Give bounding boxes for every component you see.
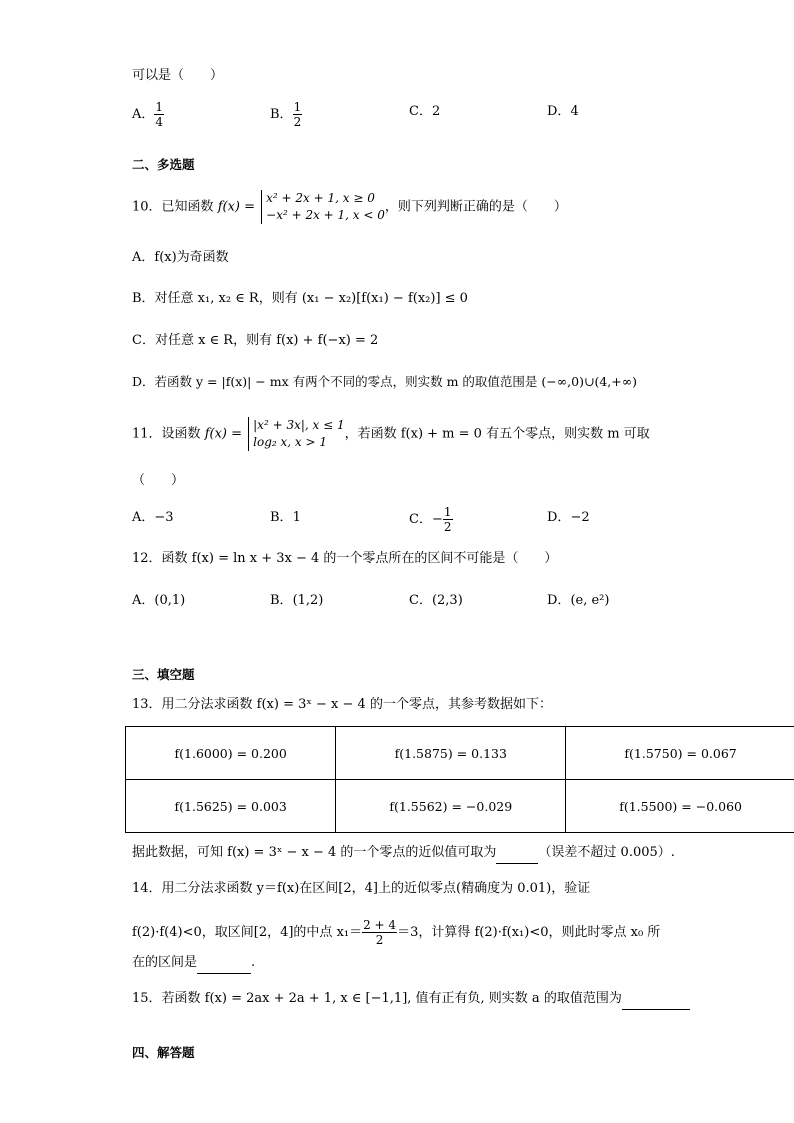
reference-data-table — [125, 726, 794, 833]
q10-option-b: B．对任意 x₁, x₂ ∈ R，则有 (x₁ − x₂)[f(x₁) − f(x₂)] ≤ 0 — [132, 291, 468, 306]
q9-option-d: D．4 — [547, 104, 579, 119]
q12-option-a: A．(0,1) — [132, 593, 186, 608]
q12-option-c: C．(2,3) — [409, 593, 463, 608]
q9-option-b: B． $\frac{1}{2}$ — [270, 100, 302, 129]
table-row — [126, 727, 794, 780]
table-cell: f(1.5875) = 0.133 — [336, 727, 566, 780]
q14-line2: f(2)·f(4)<0，取区间[2，4]的中点 x₁＝ $\frac{2 + 4}{2}$ ＝3，计算得 f(2)·f(x₁)<0，则此时零点 x₀ 所 — [132, 918, 661, 947]
section-title: 三、填空题 — [132, 667, 195, 682]
q13-stem: 13．用二分法求函数 f(x) = 3ˣ − x − 4 的一个零点，其参考数据如下： — [132, 697, 552, 712]
q9-option-c: C．2 — [409, 104, 441, 119]
q9-stem: 可以是（ ） — [132, 68, 224, 83]
q14-line3: 在的区间是 . — [132, 953, 255, 974]
q11-stem: 11．设函数 f(x) = |x² + 3x|, x ≤ 1 log₂ x, x > 1 ，若函数 f(x) + m = 0 有五个零点，则实数 m 可取 — [132, 418, 650, 449]
q10-option-c: C．对任意 x ∈ R，则有 f(x) + f(−x) = 2 — [132, 333, 379, 348]
answer-blank[interactable] — [197, 953, 251, 974]
q13-conclusion: 据此数据，可知 f(x) = 3ˣ − x − 4 的一个零点的近似值可取为 （误差不超过 0.005）. — [132, 843, 675, 864]
table-cell: f(1.6000) = 0.200 — [126, 727, 336, 780]
q12-stem: 12．函数 f(x) = ln x + 3x − 4 的一个零点所在的区间不可能是（ ） — [132, 551, 558, 566]
q11-option-c: C．− $\frac{1}{2}$ — [409, 505, 452, 534]
piecewise-brace: x² + 2x + 1, x ≥ 0 −x² + 2x + 1, x < 0 — [261, 190, 385, 224]
table-cell: f(1.5625) = 0.003 — [126, 780, 336, 833]
q10-stem: 10．已知函数 f(x) = x² + 2x + 1, x ≥ 0 −x² + 2x + 1, x < 0 ，则下列判断正确的是（ ） — [132, 191, 567, 222]
table-row — [126, 780, 794, 833]
q15-stem: 15．若函数 f(x) = 2ax + 2a + 1, x ∈ [−1,1], 值有正有负, 则实数 a 的取值范围为 — [132, 989, 690, 1010]
q11-option-d: D．−2 — [547, 510, 590, 525]
table-cell: f(1.5750) = 0.067 — [566, 727, 794, 780]
answer-blank[interactable] — [622, 989, 690, 1010]
q11-paren: （ ） — [132, 473, 185, 488]
table-cell: f(1.5500) = −0.060 — [566, 780, 794, 833]
section-title: 四、解答题 — [132, 1045, 195, 1060]
answer-blank[interactable] — [496, 843, 538, 864]
piecewise-brace: |x² + 3x|, x ≤ 1 log₂ x, x > 1 — [248, 417, 344, 451]
q10-option-a: A．f(x)为奇函数 — [132, 250, 229, 265]
q12-option-d: D．(e, e²) — [547, 593, 610, 608]
q12-option-b: B．(1,2) — [270, 593, 324, 608]
q9-option-a: A． $\frac{1}{4}$ — [132, 100, 164, 129]
q14-line1: 14．用二分法求函数 y＝f(x)在区间[2，4]上的近似零点(精确度为 0.01)，验证 — [132, 881, 591, 896]
q10-option-d: D．若函数 y = |f(x)| − mx 有两个不同的零点，则实数 m 的取值范围是 (−∞,0)∪(4,+∞) — [132, 374, 638, 389]
table-cell: f(1.5562) = −0.029 — [336, 780, 566, 833]
q11-option-a: A．−3 — [132, 510, 174, 525]
q11-option-b: B．1 — [270, 510, 301, 525]
section-title: 二、多选题 — [132, 157, 195, 172]
